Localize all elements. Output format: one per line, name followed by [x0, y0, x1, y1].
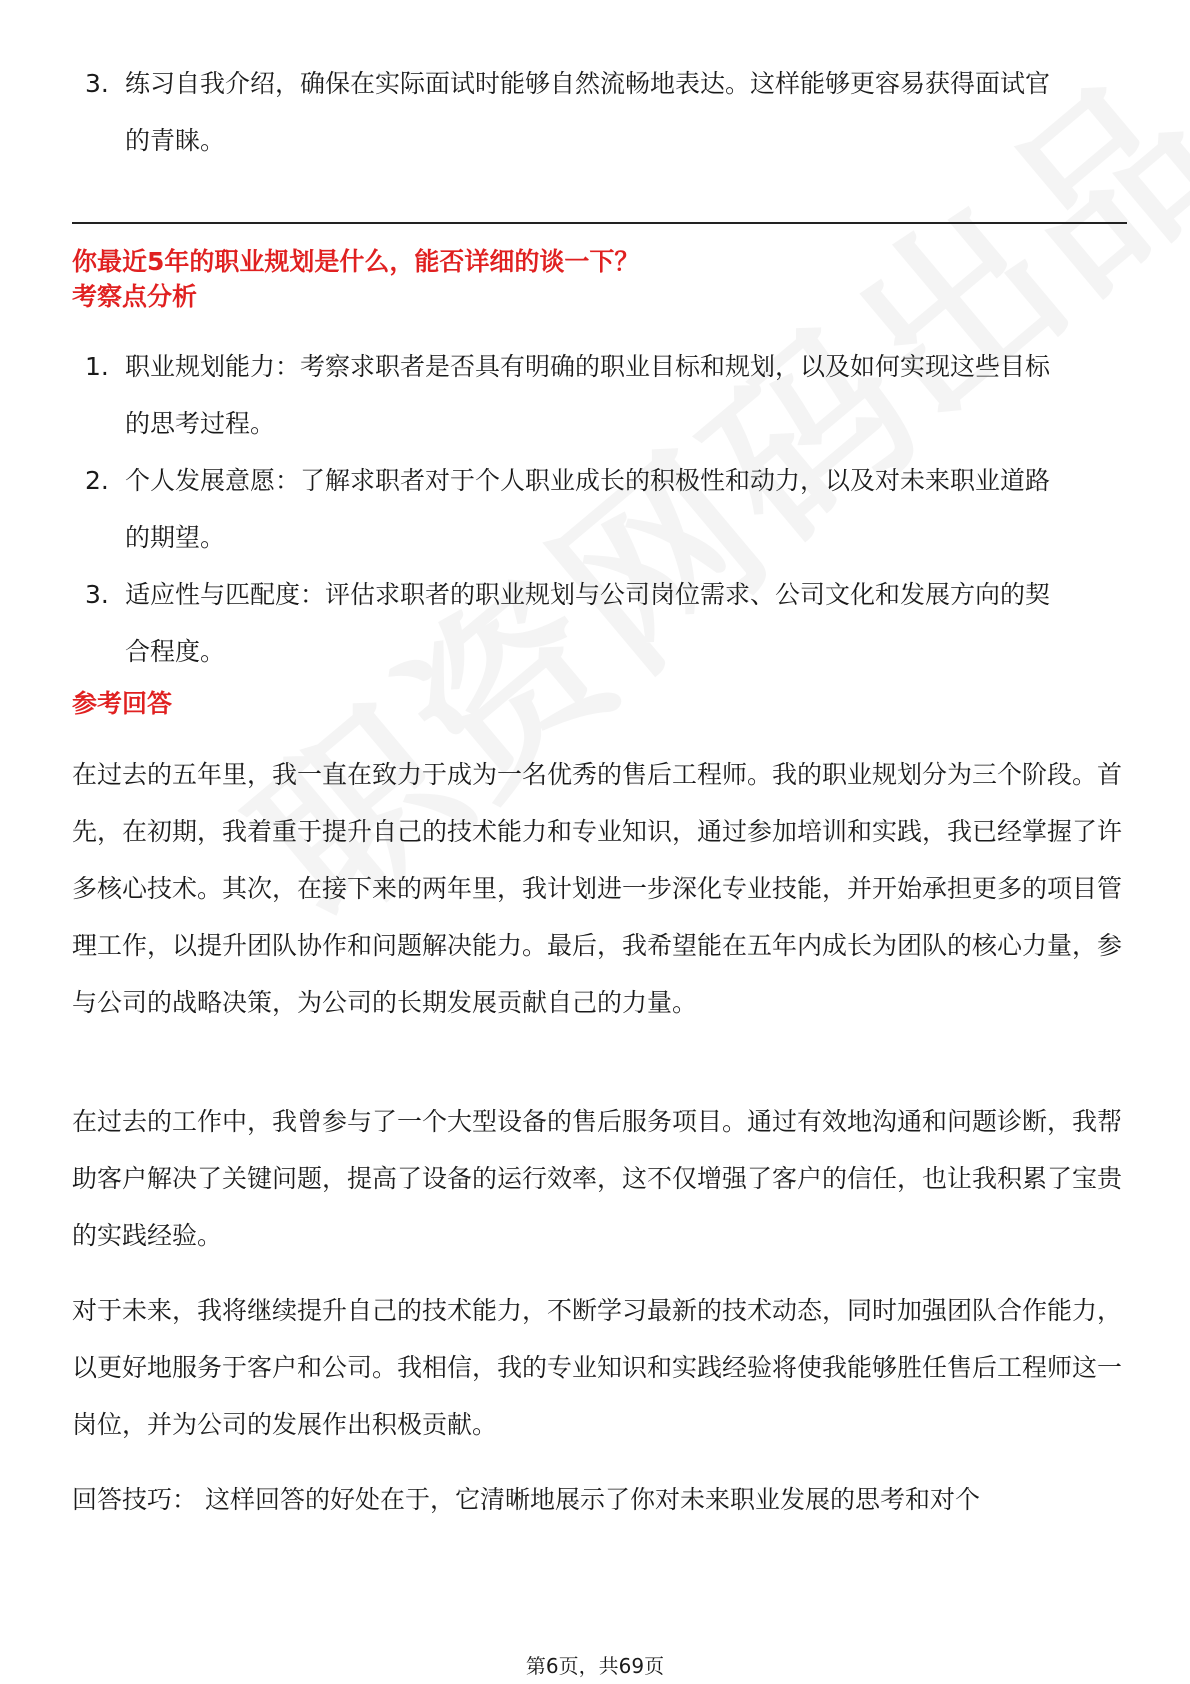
- list-text: 练习自我介绍，确保在实际面试时能够自然流畅地表达。这样能够更容易获得面试官的青睐。: [125, 69, 1051, 155]
- list-text: 适应性与匹配度：评估求职者的职业规划与公司岗位需求、公司文化和发展方向的契合程度。: [125, 580, 1051, 666]
- list-item: [0, 452, 1130, 566]
- answer-heading: 参考回答: [72, 689, 173, 718]
- analysis-heading: 考察点分析: [72, 282, 198, 311]
- list-number: 1.: [85, 352, 109, 381]
- list-number: 2.: [85, 466, 109, 495]
- list-number: 3.: [85, 69, 109, 98]
- list-number: 3.: [85, 580, 109, 609]
- page-number: 第6页，共69页: [525, 1654, 665, 1678]
- question-title: 你最近5年的职业规划是什么，能否详细的谈一下？: [72, 247, 640, 276]
- answer-paragraph: 在过去的工作中，我曾参与了一个大型设备的售后服务项目。通过有效地沟通和问题诊断，我帮助客户解决了关键问题，提高了设备的运行效率，这不仅增强了客户的信任，也让我积累了宝贵的实践经验。: [72, 1107, 1123, 1250]
- section-divider: [72, 222, 1127, 224]
- answer-paragraph: 在过去的五年里，我一直在致力于成为一名优秀的售后工程师。我的职业规划分为三个阶段。首先，在初期，我着重于提升自己的技术能力和专业知识，通过参加培训和实践，我已经掌握了许多核心技术。其次，在接下来的两年里，我计划进一步深化专业技能，并开始承担更多的项目管理工作，以提升团队协作和问题解决能力。最后，我希望能在五年内成长为团队的核心力量，参与公司的战略决策，为公司的长期发展贡献自己的力量。: [72, 760, 1123, 1017]
- list-item: [0, 566, 1130, 680]
- analysis-list: [0, 338, 1130, 680]
- list-text: 个人发展意愿：了解求职者对于个人职业成长的积极性和动力，以及对未来职业道路的期望。: [125, 466, 1051, 552]
- list-item: [0, 55, 1130, 169]
- previous-list: [0, 55, 1130, 169]
- list-text: 职业规划能力：考察求职者是否具有明确的职业目标和规划，以及如何实现这些目标的思考过程。: [125, 352, 1051, 438]
- list-item: [0, 338, 1130, 452]
- answer-tips: 回答技巧： 这样回答的好处在于，它清晰地展示了你对未来职业发展的思考和对个: [72, 1485, 980, 1514]
- answer-paragraph: 对于未来，我将继续提升自己的技术能力，不断学习最新的技术动态，同时加强团队合作能力，以更好地服务于客户和公司。我相信，我的专业知识和实践经验将使我能够胜任售后工程师这一岗位，并为公司的发展作出积极贡献。: [72, 1296, 1123, 1439]
